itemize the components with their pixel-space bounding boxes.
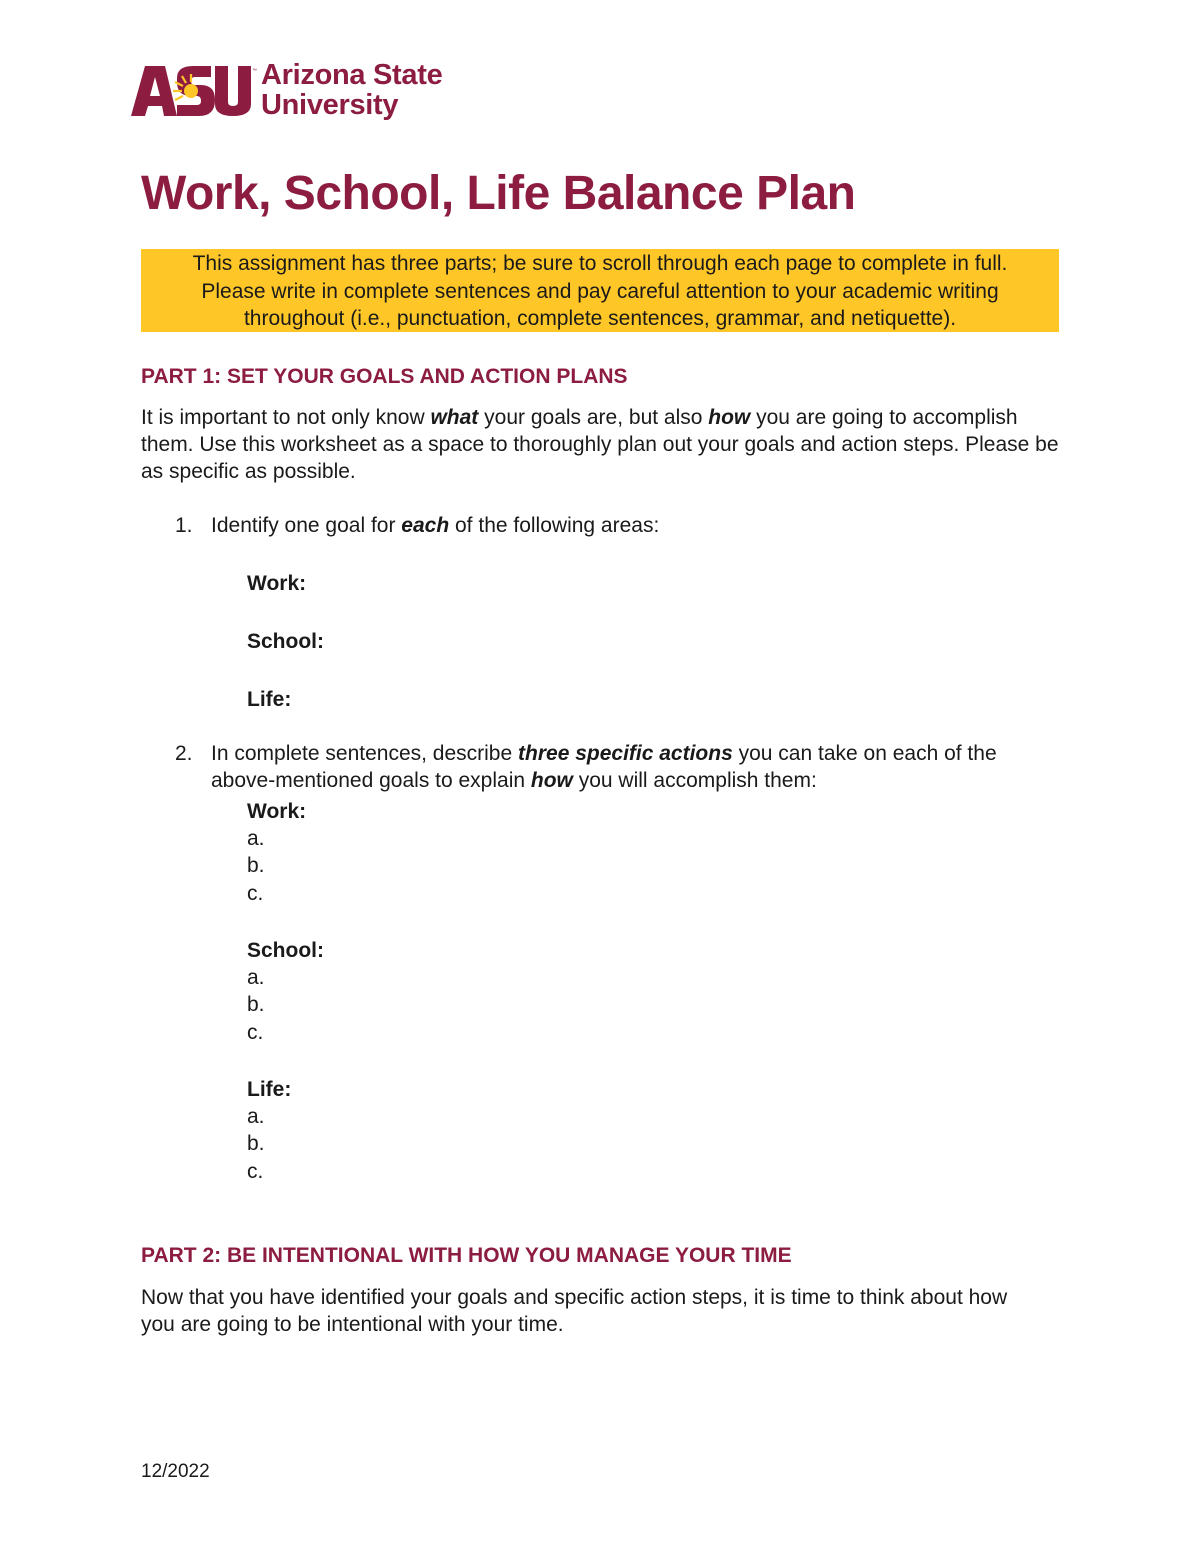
item2-life-label: Life: [247, 1078, 292, 1101]
item-text: Identify one goal for [211, 514, 402, 537]
intro-text: It is important to not only know [141, 406, 431, 429]
life-action-a: a. [247, 1105, 265, 1128]
school-action-c: c. [247, 1021, 264, 1044]
intro-text: your goals are, but also [478, 406, 709, 429]
asu-logo [131, 60, 451, 124]
item2-text [211, 740, 1061, 794]
footer-date: 12/2022 [141, 1461, 210, 1482]
item-text: In complete sentences, describe [211, 742, 519, 765]
school-action-a: a. [247, 966, 265, 989]
part2-intro: Now that you have identified your goals and specific action steps, it is time to think about how you are going to be intentional with your time. [141, 1286, 1008, 1336]
notice-line: This assignment has three parts; be sure to scroll through each page to complete in full. [192, 252, 1008, 275]
life-action-b: b. [247, 1132, 265, 1155]
item1-work-label: Work: [247, 572, 307, 595]
life-action-c: c. [247, 1160, 264, 1183]
intro-text: you are going to accomplish them. Use this worksheet as a space to thoroughly plan out your goals and action steps. Please be as specific as possible. [141, 406, 1059, 483]
part2-heading: PART 2: BE INTENTIONAL WITH HOW YOU MANAGE YOUR TIME [141, 1244, 792, 1267]
part1-intro [141, 404, 1071, 485]
item1-number: 1. [175, 514, 193, 537]
university-name-line2: University [261, 89, 399, 121]
item2-work-label: Work: [247, 800, 307, 823]
notice-line: Please write in complete sentences and pay careful attention to your academic writing [201, 279, 999, 303]
item-emphasis: each [401, 514, 450, 537]
svg-text:™: ™ [252, 68, 257, 74]
document-title: Work, School, Life Balance Plan [141, 167, 856, 220]
item-text: you can take on each of the above-mentioned goals to explain [211, 742, 997, 792]
asu-wordmark-icon [131, 64, 255, 118]
school-action-b: b. [247, 993, 265, 1016]
item1-text [211, 512, 1071, 539]
item1-life-label: Life: [247, 688, 292, 711]
intro-emphasis: what [430, 406, 479, 429]
part1-heading: PART 1: SET YOUR GOALS AND ACTION PLANS [141, 365, 628, 388]
item-emphasis: how [530, 769, 573, 792]
item-text: of the following areas: [449, 514, 660, 537]
item-text: you will accomplish them: [572, 769, 817, 792]
university-name [261, 60, 442, 120]
work-action-a: a. [247, 827, 265, 850]
work-action-c: c. [247, 882, 264, 905]
intro-emphasis: how [708, 406, 751, 429]
notice-line: throughout (i.e., punctuation, complete sentences, grammar, and netiquette). [243, 307, 957, 330]
item1-school-label: School: [247, 630, 324, 653]
item-emphasis: three specific actions [518, 742, 733, 765]
item2-school-label: School: [247, 939, 324, 962]
item2-number: 2. [175, 742, 193, 765]
university-name-line1: Arizona State [261, 59, 443, 91]
assignment-notice [141, 249, 1059, 332]
work-action-b: b. [247, 854, 265, 877]
